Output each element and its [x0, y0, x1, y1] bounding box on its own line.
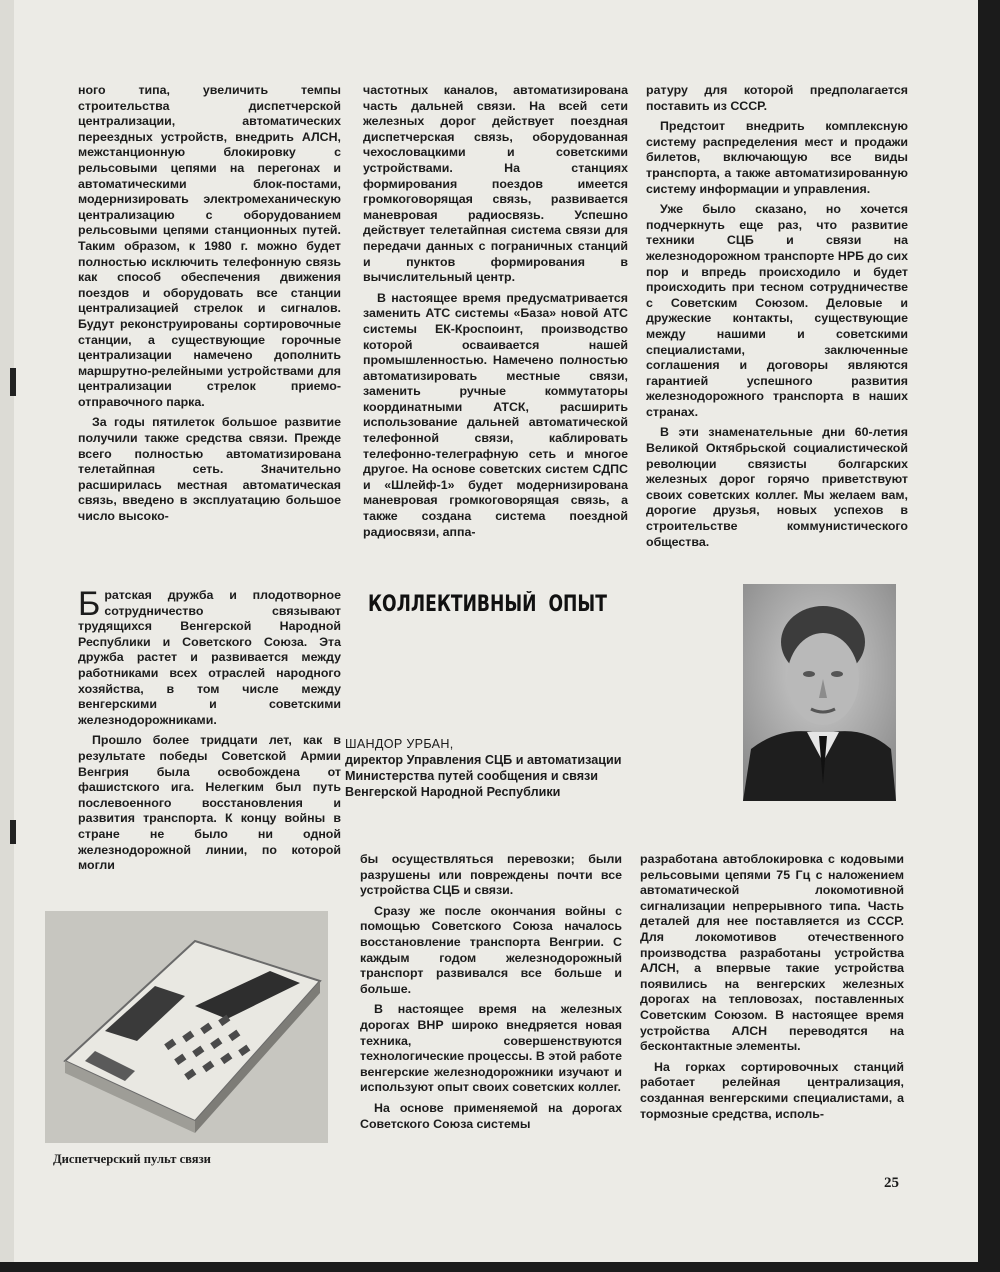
paragraph: ратуру для которой предполагается поставить из СССР.	[646, 83, 908, 113]
paragraph: Предстоит внедрить комплексную систему распределения мест и продажи билетов, включающую все виды транспорта, а также автоматизированную систему информации и управления.	[646, 119, 908, 196]
top-column-3	[646, 83, 908, 550]
paragraph: На основе применяемой на дорогах Советского Союза системы	[360, 1100, 622, 1131]
paragraph: За годы пятилеток большое развитие получили также средства связи. Прежде всего полностью автоматизирована телетайпная сеть. Значительно расширилась местная автоматическая связь, введено в эксплуатацию большое число высоко-	[78, 415, 341, 524]
paragraph: В настоящее время на железных дорогах ВНР широко внедряется новая техника, совершенствуются технологические процессы. В этой работе венгерские железнодорожники изучают и используют опыт своих советских коллег.	[360, 1002, 622, 1095]
margin-mark	[10, 820, 16, 844]
author-portrait	[743, 584, 896, 801]
photo-caption: Диспетчерский пульт связи	[53, 1152, 211, 1166]
page-spine	[0, 0, 14, 1262]
author-name: ШАНДОР УРБАН,	[345, 737, 454, 751]
article-column-3	[640, 852, 904, 1122]
author-block	[345, 736, 621, 800]
paragraph: разработана автоблокировка с кодовыми рельсовыми цепями 75 Гц с наложением автоматической локомотивной сигнализации непрерывного типа. Часть деталей для нее поставляется из СССР. Для локомотивов отечественного производства разработаны устройства АЛСН, а впервые такие устройства появились на венгерских железных дорогах на тепловозах, поставленных Советским Союзом. В настоящее время устройства АЛСН переводятся на бесконтактные элементы.	[640, 852, 904, 1054]
console-image	[45, 911, 328, 1143]
article-rubric: КОЛЛЕКТИВНЫЙ ОПЫТ	[368, 592, 607, 617]
margin-mark	[10, 368, 16, 396]
paragraph: частотных каналов, автоматизирована часть дальней связи. На всей сети железных дорог действует поездная диспетчерская связь, оборудованная чехословацкими и советскими устройствами. На станциях формирования поездов имеется громкоговорящая связь, развивается маневровая радиосвязь. Успешно действует телетайпная система связи для передачи данных с пограничных станций и пунктов формирования в вычислительный центр.	[363, 83, 628, 285]
paragraph: Сразу же после окончания войны с помощью Советского Союза началось восстановление транспорта Венгрии. С каждым годом железнодорожный транспорт развивался все больше и больше.	[360, 903, 622, 996]
dispatcher-console-photo	[45, 911, 328, 1143]
author-title: директор Управления СЦБ и автоматизации	[345, 753, 622, 767]
paragraph: Прошло более тридцати лет, как в результате победы Советской Армии Венгрия была освобождена от фашистского ига. Нелегким был путь послевоенного восстановления и развития транспорта. К концу войны в стране не было ни одной железнодорожной линии, по которой могли	[78, 733, 341, 873]
paragraph: В настоящее время предусматривается заменить АТС системы «База» новой АТС системы ЕК-Кроспоинт, производство которой осваивается нашей промышленностью. Намечено полностью автоматизировать местные связи, заменить ручные коммутаторы координатными АТСК, расширить использование дальней автоматической телефонной связи, каблировать телефонно-телеграфную сеть и многое другое. На основе советских систем СДПС и «Шлейф-1» будет модернизирована маневровая громкоговорящая связь, а также создана система поездной радиосвязи, аппа-	[363, 290, 628, 539]
paragraph: ного типа, увеличить темпы строительства диспетчерской централизации, автоматических переездных устройств, внедрить АЛСН, межстанционную блокировку с рельсовыми цепями на перегонах и автоматическими блок-постами, модернизировать электромеханическую централизацию с оборудованием рельсовыми цепями станционных путей. Таким образом, к 1980 г. можно будет полностью исключить телефонную связь как способ обеспечения движения поездов и оборудовать все станции централизацией стрелок и сигналов. Будут реконструированы сортировочные станции, а существующие горочные централизации намечено дополнить маршрутно-релейными устройствами для централизации стрелок приемо-отправочного парка.	[78, 83, 341, 409]
paragraph: На горках сортировочных станций работает релейная централизация, созданная венгерскими специалистами, а тормозные средства, исполь-	[640, 1059, 904, 1121]
top-column-1	[78, 83, 341, 525]
paragraph: В эти знаменательные дни 60-летия Великой Октябрьской социалистической революции связисты болгарских железных дорог горячо приветствуют своих советских коллег. Мы желаем вам, дорогие друзья, новых успехов в строительстве коммунистического общества.	[646, 425, 908, 549]
portrait-image	[743, 584, 896, 801]
paragraph: бы осуществляться перевозки; были разрушены или повреждены почти все устройства СЦБ и связи.	[360, 852, 622, 898]
paragraph: Уже было сказано, но хочется подчеркнуть еще раз, что развитие техники СЦБ и связи на железнодорожном транспорте НРБ до сих пор и впредь происходило и будет происходить при тесном сотрудничестве с Советским Союзом. Деловые и дружеские контакты, существующие между нашими и советскими специалистами, заключенные соглашения и договоры являются гарантией успешного развития железнодорожного транспорта в наших странах.	[646, 202, 908, 419]
author-title: Венгерской Народной Республики	[345, 785, 561, 799]
page-number: 25	[884, 1175, 899, 1191]
top-column-2	[363, 83, 628, 540]
article-column-1	[78, 585, 341, 874]
drop-cap: Б	[78, 585, 101, 623]
article-column-2	[360, 852, 622, 1132]
author-title: Министерства путей сообщения и связи	[345, 769, 599, 783]
lead-paragraph: ратская дружба и плодотворное сотрудничество связывают трудящихся Венгерской Народной Республики и Советского Союза. Эта дружба растет и развивается между работниками всех отраслей народного хозяйства, в том числе между венгерскими и советскими железнодорожниками.	[78, 588, 341, 727]
